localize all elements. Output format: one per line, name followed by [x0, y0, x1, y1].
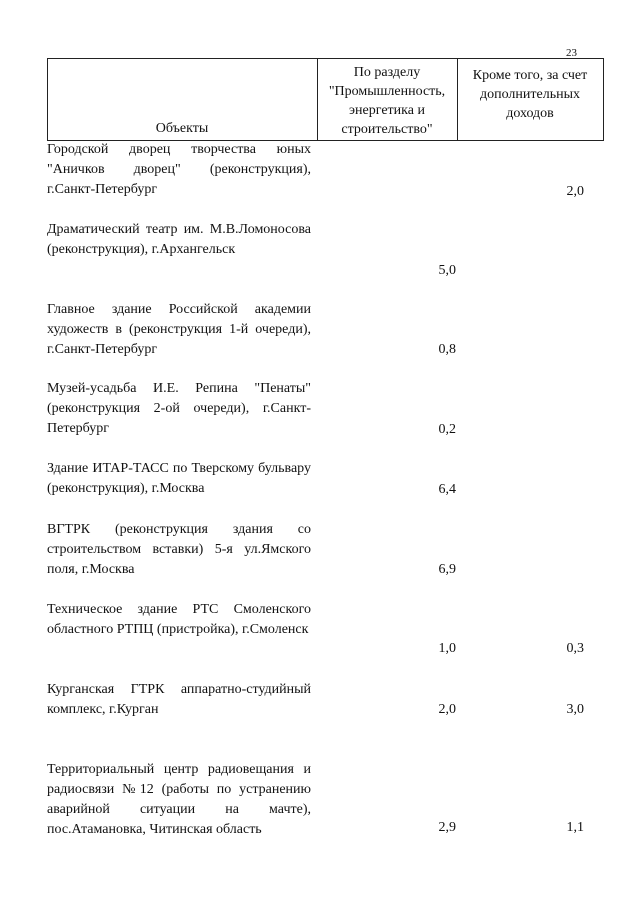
section-value: 2,9	[438, 820, 456, 835]
object-name: Здание ИТАР-ТАСС по Тверскому бульвару (реконструкция), г.Москва	[47, 461, 311, 496]
object-name: Городской дворец творчества юных "Аничков дворец" (реконструкция), г.Санкт-Петербург	[47, 142, 311, 197]
header-section: По разделу "Промышленность, энергетика и строительство"	[328, 65, 446, 137]
section-value: 6,4	[438, 482, 456, 497]
section-value: 1,0	[438, 641, 456, 656]
section-value: 0,8	[438, 342, 456, 357]
section-value: 5,0	[438, 263, 456, 278]
object-name: Музей-усадьба И.Е. Репина "Пенаты" (реконструкция 2-ой очереди), г.Санкт-Петербург	[47, 381, 311, 436]
object-name: Территориальный центр радиовещания и радиосвязи №12 (работы по устранению аварийной ситуации на мачте), пос.Атамановка, Читинская область	[47, 762, 311, 837]
page-number: 23	[566, 47, 577, 59]
section-value: 6,9	[438, 562, 456, 577]
additional-value: 1,1	[566, 820, 584, 835]
object-name: Главное здание Российской академии художеств в (реконструкция 1-й очереди), г.Санкт-Петербург	[47, 302, 311, 357]
object-name: Техническое здание РТС Смоленского областного РТПЦ (пристройка), г.Смоленск	[47, 602, 311, 637]
section-value: 2,0	[438, 702, 456, 717]
additional-value: 2,0	[566, 184, 584, 199]
additional-value: 0,3	[566, 641, 584, 656]
header-additional: Кроме того, за счет дополнительных доходов	[472, 68, 588, 121]
object-name: ВГТРК (реконструкция здания со строительством вставки) 5-я ул.Ямского поля, г.Москва	[47, 522, 311, 577]
column-divider	[603, 59, 604, 140]
additional-value: 3,0	[566, 702, 584, 717]
table-header	[47, 58, 604, 141]
object-name: Драматический театр им. М.В.Ломоносова (реконструкция), г.Архангельск	[47, 222, 311, 257]
header-objects: Объекты	[155, 121, 209, 136]
section-value: 0,2	[438, 422, 456, 437]
object-name: Курганская ГТРК аппаратно-студийный комплекс, г.Курган	[47, 682, 311, 717]
